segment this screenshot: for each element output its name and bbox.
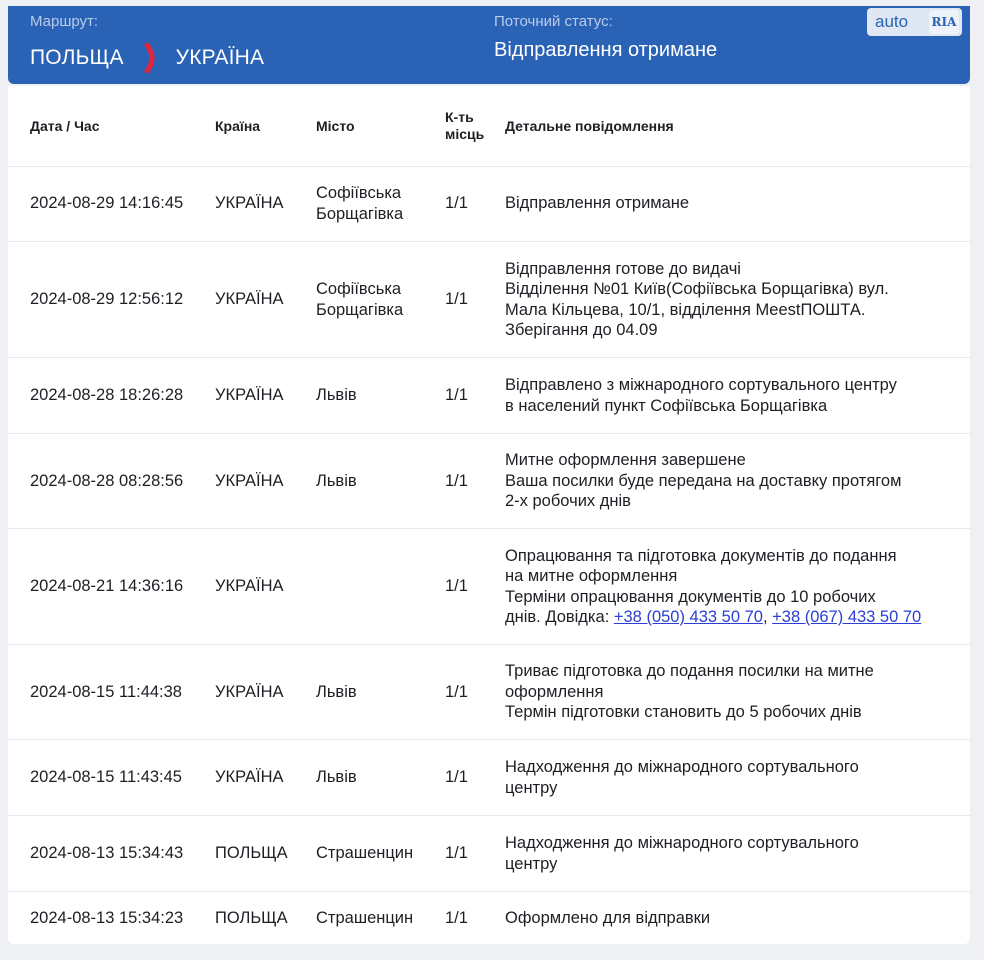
row-qty: 1/1 bbox=[445, 290, 468, 309]
table-row bbox=[8, 166, 970, 242]
row-message-line: Відправлення готове до видачі bbox=[505, 259, 741, 278]
chevron-right-icon bbox=[138, 43, 164, 73]
col-header-date: Дата / Час bbox=[30, 117, 100, 134]
row-qty: 1/1 bbox=[445, 844, 468, 863]
logo-ria-badge: RIA bbox=[929, 10, 959, 34]
row-city bbox=[316, 166, 441, 241]
current-status: Відправлення отримане bbox=[494, 39, 718, 61]
row-city bbox=[316, 242, 441, 357]
row-message-line: Відправлення отримане bbox=[505, 194, 690, 213]
row-country: УКРАЇНА bbox=[215, 471, 284, 490]
row-message bbox=[505, 434, 965, 528]
row-country: УКРАЇНА bbox=[215, 386, 284, 405]
row-city: Страшенцин bbox=[316, 844, 414, 863]
row-qty: 1/1 bbox=[445, 682, 468, 701]
status-label: Поточний статус: bbox=[494, 13, 613, 30]
row-qty: 1/1 bbox=[445, 768, 468, 787]
row-message-line: Митне оформлення завершене bbox=[505, 451, 746, 470]
row-qty: 1/1 bbox=[445, 386, 468, 405]
row-qty: 1/1 bbox=[445, 194, 468, 213]
row-city: Львів bbox=[316, 386, 357, 405]
col-header-message: Детальне повідомлення bbox=[505, 117, 674, 134]
row-city: Страшенцин bbox=[316, 908, 414, 927]
table-row bbox=[8, 645, 970, 740]
row-message-line: Відділення №01 Київ(Софіївська Борщагівка) вул. bbox=[505, 280, 889, 298]
table-row bbox=[8, 892, 970, 944]
row-message bbox=[505, 529, 965, 644]
row-message-line: Надходження до міжнародного сортувального bbox=[505, 834, 859, 852]
shipment-header bbox=[8, 6, 970, 84]
row-country: УКРАЇНА bbox=[215, 768, 284, 787]
row-message-line: Надходження до міжнародного сортувального bbox=[505, 758, 859, 776]
row-country: УКРАЇНА bbox=[215, 194, 284, 213]
reference-prefix: днів. Довідка: bbox=[505, 608, 614, 626]
row-city: Львів bbox=[316, 471, 357, 490]
row-message-line: в населений пункт Софіївська Борщагівка bbox=[505, 396, 828, 415]
row-date: 2024-08-29 14:16:45 bbox=[30, 194, 184, 213]
row-country: ПОЛЬЩА bbox=[215, 844, 288, 863]
row-message-line: центру bbox=[505, 854, 558, 873]
row-date: 2024-08-13 15:34:23 bbox=[30, 908, 184, 927]
row-message-line: Триває підготовка до подання посилки на митне bbox=[505, 662, 874, 681]
route-to-country: УКРАЇНА bbox=[175, 46, 265, 69]
row-message-line: 2-х робочих днів bbox=[505, 492, 631, 511]
row-date: 2024-08-21 14:36:16 bbox=[30, 577, 184, 596]
row-qty: 1/1 bbox=[445, 908, 468, 927]
row-message-line: Ваша посилки буде передана на доставку протягом bbox=[505, 471, 902, 490]
tracking-table bbox=[8, 86, 970, 944]
row-message-line bbox=[505, 607, 921, 628]
row-message bbox=[505, 816, 965, 891]
row-date: 2024-08-28 18:26:28 bbox=[30, 386, 184, 405]
row-message bbox=[505, 242, 965, 357]
row-message bbox=[505, 740, 965, 815]
row-date: 2024-08-28 08:28:56 bbox=[30, 471, 184, 490]
row-country: УКРАЇНА bbox=[215, 682, 284, 701]
col-header-city: Місто bbox=[316, 117, 355, 134]
col-header-qty-line1: К-ть bbox=[445, 109, 474, 125]
row-message-line: центру bbox=[505, 778, 558, 797]
row-date: 2024-08-29 12:56:12 bbox=[30, 290, 184, 309]
route-label: Маршрут: bbox=[30, 13, 99, 30]
route-from-country: ПОЛЬЩА bbox=[30, 46, 124, 69]
table-row bbox=[8, 529, 970, 645]
row-message bbox=[505, 166, 965, 241]
row-country: ПОЛЬЩА bbox=[215, 908, 288, 927]
row-city: Львів bbox=[316, 768, 357, 787]
row-message bbox=[505, 358, 965, 433]
row-city-line: Борщагівка bbox=[316, 300, 404, 319]
row-date: 2024-08-15 11:44:38 bbox=[30, 682, 182, 701]
row-country: УКРАЇНА bbox=[215, 290, 284, 309]
table-header-row bbox=[8, 86, 970, 167]
col-header-country: Країна bbox=[215, 117, 261, 134]
table-row bbox=[8, 434, 970, 529]
row-city-line: Софіївська bbox=[316, 184, 402, 202]
phone-link-2[interactable]: +38 (067) 433 50 70 bbox=[772, 608, 922, 626]
row-message-line: Оформлено для відправки bbox=[505, 908, 711, 927]
table-row bbox=[8, 740, 970, 816]
row-qty: 1/1 bbox=[445, 471, 468, 490]
logo-auto-text: auto bbox=[875, 12, 909, 31]
row-message-line: Опрацювання та підготовка документів до подання bbox=[505, 546, 897, 565]
row-message-line: Відправлено з міжнародного сортувального центру bbox=[505, 376, 897, 394]
table-row bbox=[8, 358, 970, 434]
row-message bbox=[505, 645, 965, 739]
row-date: 2024-08-13 15:34:43 bbox=[30, 844, 184, 863]
row-date: 2024-08-15 11:43:45 bbox=[30, 768, 182, 787]
row-message bbox=[505, 892, 965, 944]
row-city bbox=[316, 529, 441, 644]
table-row bbox=[8, 816, 970, 892]
phone-link-1[interactable]: +38 (050) 433 50 70 bbox=[613, 608, 763, 626]
row-qty: 1/1 bbox=[445, 577, 468, 596]
row-message-line: Термін підготовки становить до 5 робочих днів bbox=[505, 703, 862, 722]
col-header-qty-line2: місць bbox=[445, 126, 485, 142]
row-country: УКРАЇНА bbox=[215, 577, 284, 596]
route bbox=[30, 43, 264, 73]
table-row bbox=[8, 242, 970, 358]
row-message-line: Мала Кільцева, 10/1, відділення MeestПОШТА. bbox=[505, 300, 866, 319]
row-message-line: Терміни опрацювання документів до 10 робочих bbox=[505, 587, 876, 606]
row-city: Львів bbox=[316, 682, 357, 701]
row-city-line: Борщагівка bbox=[316, 204, 404, 223]
row-message-line: оформлення bbox=[505, 682, 604, 701]
autoria-logo[interactable] bbox=[867, 8, 962, 36]
row-message-line: на митне оформлення bbox=[505, 567, 678, 585]
col-header-qty bbox=[445, 86, 501, 166]
phone-separator: , bbox=[762, 608, 773, 626]
row-city-line: Софіївська bbox=[316, 280, 402, 298]
row-message-line: Зберігання до 04.09 bbox=[505, 321, 658, 339]
